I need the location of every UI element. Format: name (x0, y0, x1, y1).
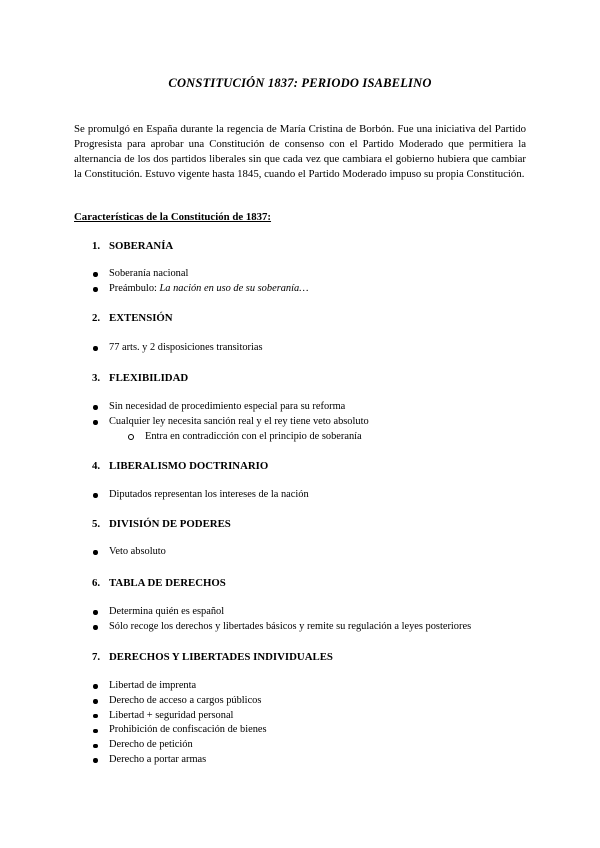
section-number: 2. (92, 312, 101, 324)
section-number: 1. (92, 240, 101, 252)
list-item: Cualquier ley necesita sanción real y el rey tiene veto absoluto (92, 415, 369, 430)
section-list-soberania (92, 267, 308, 297)
list-item: Determina quién es español (92, 605, 471, 620)
section-list-extension (92, 341, 263, 356)
list-item: Diputados representan los intereses de la nación (92, 488, 309, 503)
section-number: 5. (92, 518, 101, 530)
section-heading-derechos-libertades (92, 651, 333, 663)
list-item: Derecho a portar armas (92, 753, 267, 768)
section-heading-soberania (92, 240, 173, 252)
section-list-flexibilidad (92, 400, 369, 444)
section-number: 3. (92, 372, 101, 384)
section-heading-division-poderes (92, 518, 231, 530)
intro-paragraph: Se promulgó en España durante la regencia de María Cristina de Borbón. Fue una iniciativa del Partido Progresista para aprobar una Constitución de consenso con el Partido Moderado que permitiera la alternancia de los dos partidos liberales sin que cada vez que cambiara el gobierno hubiera que cambiar la Constitución. Estuvo vigente hasta 1845, cuando el Partido Moderado impuso su propia Constitución. (74, 123, 526, 181)
section-list-liberalismo (92, 488, 309, 503)
list-item: Libertad + seguridad personal (92, 709, 267, 724)
list-item: Sin necesidad de procedimiento especial para su reforma (92, 400, 369, 415)
item-label: Preámbulo: (109, 282, 160, 294)
section-title: TABLA DE DERECHOS (109, 577, 226, 589)
section-list-derechos-libertades (92, 679, 267, 768)
list-item: 77 arts. y 2 disposiciones transitorias (92, 341, 263, 356)
document-title: CONSTITUCIÓN 1837: PERIODO ISABELINO (168, 76, 432, 90)
section-list-tabla-derechos (92, 605, 471, 635)
list-item (92, 282, 308, 297)
characteristics-heading: Características de la Constitución de 1837: (74, 211, 272, 223)
section-title: DIVISIÓN DE PODERES (109, 518, 231, 530)
sub-list-item: Entra en contradicción con el principio de soberanía (92, 430, 369, 445)
section-title: SOBERANÍA (109, 240, 174, 252)
section-number: 6. (92, 577, 101, 589)
section-heading-extension (92, 312, 173, 324)
section-heading-tabla-derechos (92, 577, 226, 589)
list-item: Veto absoluto (92, 545, 166, 560)
list-item: Libertad de imprenta (92, 679, 267, 694)
item-quote: La nación en uso de su soberanía… (159, 282, 309, 294)
section-title: EXTENSIÓN (109, 312, 173, 324)
section-number: 4. (92, 460, 101, 472)
section-title: DERECHOS Y LIBERTADES INDIVIDUALES (109, 651, 333, 663)
section-list-division-poderes (92, 545, 166, 560)
list-item: Derecho de petición (92, 738, 267, 753)
section-number: 7. (92, 651, 101, 663)
section-heading-flexibilidad (92, 372, 188, 384)
list-item: Derecho de acceso a cargos públicos (92, 694, 267, 709)
list-item: Prohibición de confiscación de bienes (92, 723, 267, 738)
list-item: Sólo recoge los derechos y libertades básicos y remite su regulación a leyes posteriores (92, 620, 471, 635)
list-item: Soberanía nacional (92, 267, 308, 282)
section-title: LIBERALISMO DOCTRINARIO (109, 460, 269, 472)
section-title: FLEXIBILIDAD (109, 372, 189, 384)
section-heading-liberalismo (92, 460, 268, 472)
